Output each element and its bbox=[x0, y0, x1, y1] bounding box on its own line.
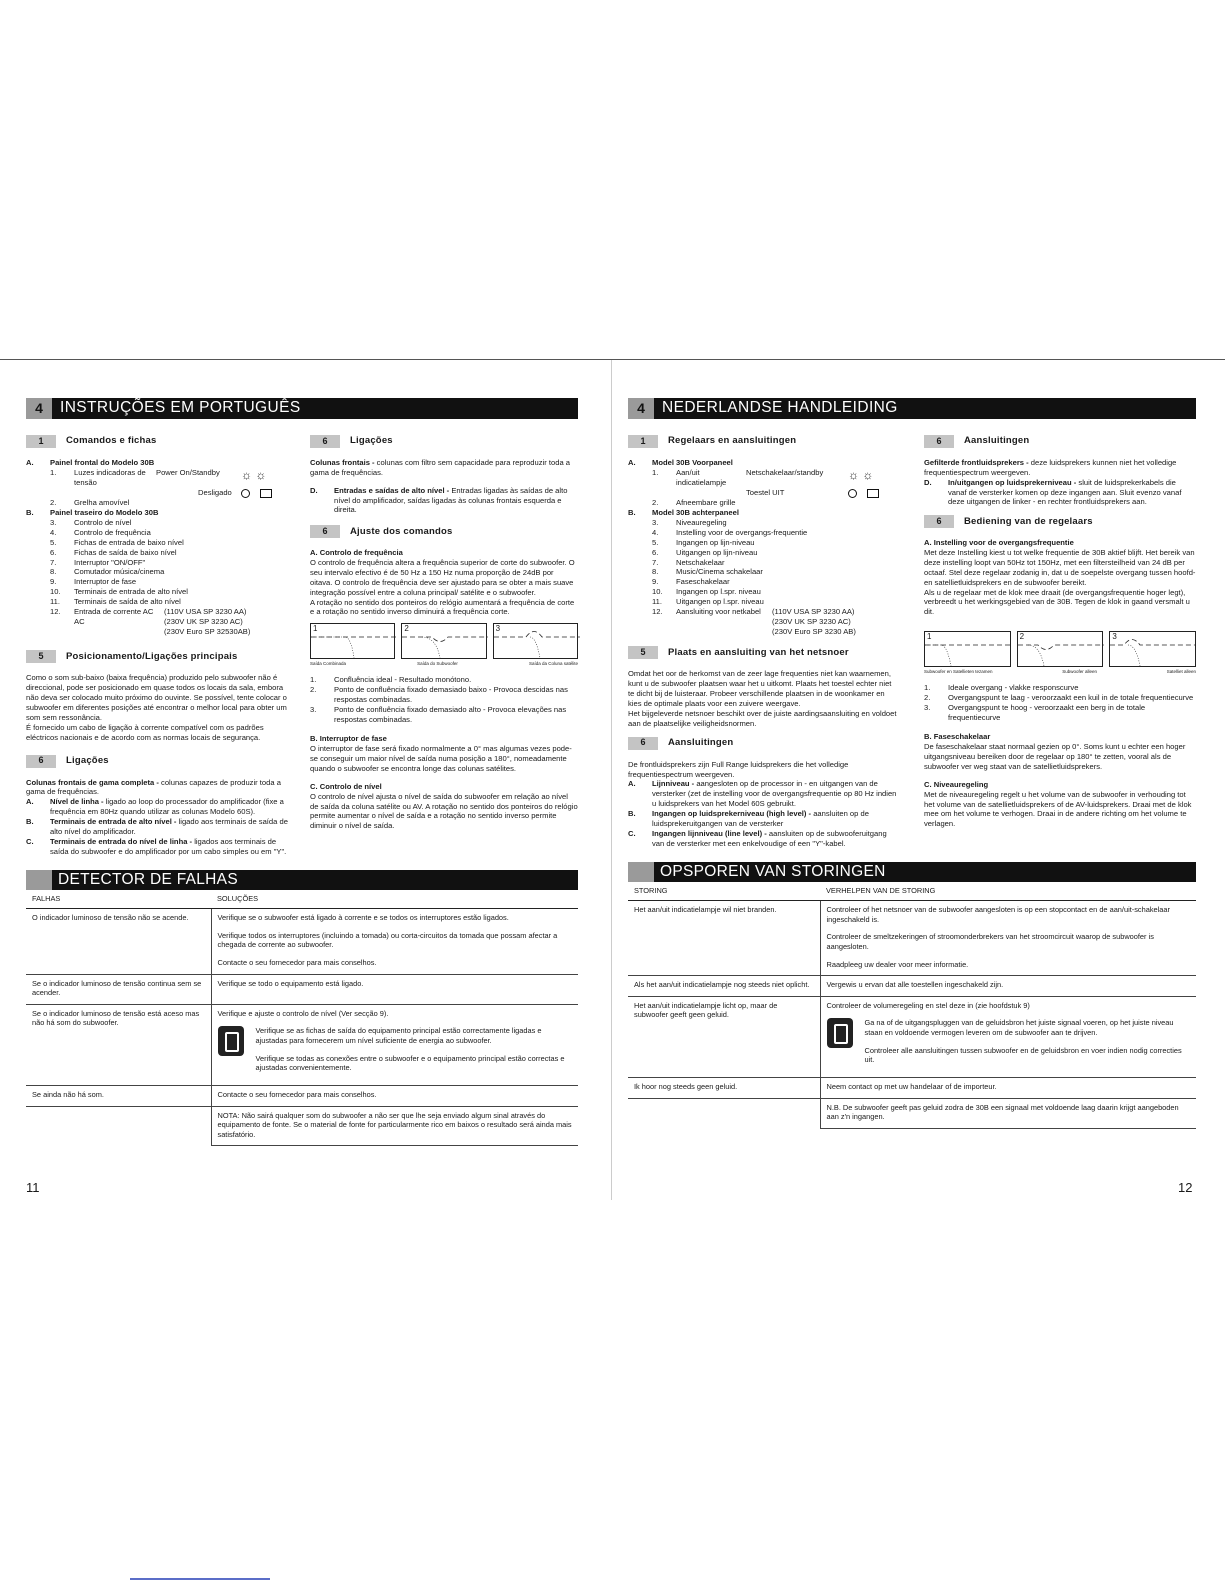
standby-icon: ☼ ☼ bbox=[848, 467, 874, 482]
graph-3: 3 bbox=[1109, 631, 1196, 667]
graph-legend: Saída Combinada Saída do Subwoofer Saída da Coluna satélite bbox=[310, 661, 578, 667]
paragraph: Colunas frontais - colunas com filtro sem capacidade para reproduzir toda a gama de frequências. bbox=[310, 458, 570, 477]
table-row: Het aan/uit indicatielampje licht op, maar de subwoofer geeft geen geluid. Controleer de volumeregeling en stel deze in (zie hoofdstuk 9) Ga na of de uitgangspluggen van de geluidsbron het juiste signaal voeren, op het juiste niveau staan en voldoende vermogen leveren om de subwoofer aan te drijven. Controleer alle aansluitingen tussen subwoofer en de geluidsbron en voer indien nodig correcties uit. bbox=[628, 996, 1196, 1077]
subsection-title: C. Niveauregeling bbox=[924, 779, 989, 789]
chapter-header bbox=[628, 398, 1196, 419]
section-header: 6 Aansluitingen bbox=[628, 737, 898, 750]
hand-note-icon bbox=[218, 1026, 244, 1056]
paragraph: Como o som sub-baixo (baixa frequência) produzido pelo subwoofer não é direccional, pode ser posicionado em quase todos os locais da sala, embora não deva ser colocado muito próximo do ouvinte. Se possível, tente colocar o subwoofer em diferentes posições até encontrar o melhor local para obter um som sem ressonância. bbox=[26, 673, 287, 722]
section-header: 6 Ligações bbox=[310, 435, 578, 448]
paragraph: Met deze Instelling kiest u tot welke frequentie de 30B aktief blijft. Het bereik van deze instelling loopt van 50Hz tot 150Hz, met een filtersteilheid van 24 dB per octaaf. Stel deze regelaar zodanig in, dat u de soepelste overgang tussen hoofd- en satellietluidsprekers en de subwoofer bereikt. bbox=[924, 548, 1196, 587]
paragraph: Als u de regelaar met de klok mee draait (de overgangsfrequentie hoger legt), verbreedt u het werkingsgebied van de 30B. Tegen de klok in gaand versmalt u dit. bbox=[924, 587, 1190, 617]
paragraph: De faseschakelaar staat normaal gezien op 0°. Soms kunt u echter een hoger uitgangsniveau bereiken door de regelaar op 180° te zetten, vooral als de subwoofer ver weg staat van de satellietluidsprekers. bbox=[924, 742, 1186, 772]
table-row: Se ainda não há som. Contacte o seu fornecedor para mais conselhos. bbox=[26, 1085, 578, 1106]
page-number: 11 bbox=[26, 1180, 40, 1195]
crossover-graphs bbox=[924, 631, 1196, 667]
table-row: Se o indicador luminoso de tensão está aceso mas não há som do subwoofer. Verifique e ajuste o controlo de nível (Ver secção 9). Verifique se as fichas de saída do equipamento principal estão correctamente ligadas e ajustadas para fornecerem um nível suficiente de energia ao subwoofer. Verifique se todas as conexões entre o subwoofer e o equipamento principal estão correctas e ajustadas convenientemente. bbox=[26, 1004, 578, 1085]
off-icon bbox=[241, 489, 291, 498]
standby-icon: ☼ ☼ bbox=[241, 467, 267, 482]
graph-2: 2 bbox=[401, 623, 486, 659]
table-row: Als het aan/uit indicatielampje nog steeds niet oplicht. Vergewis u ervan dat alle toestellen ingeschakeld zijn. bbox=[628, 976, 1196, 997]
column-1: 1 Comandos e fichas A. Painel frontal do Modelo 30B 1. Luzes indicadoras de tensão Power On/Standby Desligado ☼ ☼ 2. Grelha amovível B. Painel traseiro do Modelo 30B 3. Controlo de nível 4. Controlo de frequência 5. Fichas de entrada de baixo nível 6. Fichas de saída de baixo nível 7. Interruptor "ON/OFF" 8. Comutador música/cinema 9. Interruptor de fase 10. Terminais de entrada de alto nível 11. Terminais de saída de alto nível 12. Entrada de corrente AC (110V USA SP 3230 AA) AC (230V UK SP 3230 AC) (230V Euro SP 32530AB) 5 Posicionamento/Ligações principais Como o som sub-baixo (baixa frequência) produzido pelo subwoofer não é direccional, pode ser posicionado em quase todos os locais da sala, embora não deva ser colocado muito próximo do ouvinte. Se possível, tente colocar o subwoofer em diferentes posições até encontrar o melhor local para obter um som sem ressonância. É fornecido um cabo de ligação à corrente compatível com os padrões eléctricos nacionais e de acordo com as normas locais de segurança. 6 Ligações Colunas frontais de gama completa - colunas capazes de produzir toda a gama de frequências. A. Nível de linha - ligado ao loop do processador do amplificador (fixe a frequência em 80Hz quando utilizar as colunas Modelo 60S). B. Terminais de entrada de alto nível - ligado aos terminais de saída de alto nível do amplificador. C. Terminais de entrada do nível de linha - ligados aos terminais de saída do subwoofer e do amplificador por um cabo simples ou em "Y". bbox=[26, 433, 291, 856]
paragraph: Met de niveauregeling regelt u het volume van de subwoofer in verhouding tot het volume van de satellietluidsprekers of de AV-luidsprekers. Draai met de klok mee om het volume te verhogen. Draai in de andere richting om het volume te verlagen. bbox=[924, 789, 1192, 829]
chapter-title: NEDERLANDSE HANDLEIDING bbox=[662, 399, 898, 417]
table-row: N.B. De subwoofer geeft pas geluid zodra de 30B een signaal met voldoende laag daarin krijgt aangeboden aan z'n ingangen. bbox=[628, 1098, 1196, 1128]
subsection-title: A. Controlo de frequência bbox=[310, 548, 403, 558]
table-row: Se o indicador luminoso de tensão continua sem se acender. Verifique se todo o equipamento está ligado. bbox=[26, 974, 578, 1004]
subsection-title: B. Interruptor de fase bbox=[310, 734, 387, 744]
paragraph: O controlo de nível ajusta o nível de saída do subwoofer em relação ao nível de saída da coluna satélite ou AV. A rotação no sentido dos ponteiros do relógio permite aumentar o nível de saída e a rotação no sentido inverso permite diminuir o nível de saída. bbox=[310, 791, 578, 831]
table-row: Het aan/uit indicatielampje wil niet branden. Controleer of het netsnoer van de subwoofer aangesloten is op een stopcontact en de aan/uit-schakelaar ingeschakeld is. Controleer de smeltzekeringen of stroomonderbrekers van het stroomcircuit waarop de subwoofer is aangesloten. Raadpleeg uw dealer voor meer informatie. bbox=[628, 901, 1196, 976]
section-header: 6 Aansluitingen bbox=[924, 435, 1196, 448]
column-1: 1 Regelaars en aansluitingen A. Model 30B Voorpaneel 1. Aan/uit indicatielampje Netschakelaar/standby Toestel UIT ☼ ☼ 2. Afneembare grille B. Model 30B achterpaneel 3. Niveauregeling 4. Instelling voor de overgangs-frequentie 5. Ingangen op lijn-niveau 6. Uitgangen op lijn-niveau 7. Netschakelaar 8. Music/Cinema schakelaar 9. Faseschakelaar 10. Ingangen op l.spr. niveau 11. Uitgangen op l.spr. niveau 12. Aansluiting voor netkabel (110V USA SP 3230 AA) (230V UK SP 3230 AC) (230V Euro SP 3230 AB) 5 Plaats en aansluiting van het netsnoer Omdat het oor de herkomst van de zeer lage frequenties niet kan waarnemen, kunt u de subwoofer plaatsen waar het u uitkomt. Plaats het toestel echter niet te dicht bij de luisteraar. Probeer verschillende plaatsen in de woonkamer en kies de optimale plaats voor een zuivere weergave. Het bijgeleverde netsnoer beschikt over de juiste aardingsaansluiting en voldoet aan de plaatselijke veiligheidsnormen. 6 Aansluitingen De frontluidsprekers zijn Full Range luidsprekers die het volledige frequentiespectrum weergeven. A. Lijnniveau - aangesloten op de processor in - en uitgangen van de versterker (zet de instelling voor de overgangsfrequentie op 80 Hz indien u luidsprekers van het Model 60S gebruikt. B. Ingangen op luidsprekerniveau (high level) - aansluiten op de luidsprekeruitgangen van de versterker C. Ingangen lijnniveau (line level) - aansluiten op de subwooferuitgang van de versterker met een enkelvoudige of een "Y"-kabel. bbox=[628, 435, 897, 848]
graph-2: 2 bbox=[1017, 631, 1104, 667]
section-header: 6 Ajuste dos comandos bbox=[310, 525, 578, 538]
center-fold bbox=[611, 360, 612, 1200]
paragraph: Colunas frontais de gama completa - colunas capazes de produzir toda a gama de frequências. bbox=[26, 777, 281, 797]
crossover-graphs bbox=[310, 623, 578, 659]
hand-note-icon bbox=[827, 1018, 853, 1048]
paragraph: O interruptor de fase será fixado normalmente a 0° mas algumas vezes pode-se conseguir um maior nível de saída numa posição a 180°, nomeadamente quando o subwoofer se encontra longe das colunas satélites. bbox=[310, 744, 572, 774]
troubleshooting-header: DETECTOR DE FALHAS bbox=[26, 870, 578, 890]
graph-3: 3 bbox=[493, 623, 578, 659]
subsection-title: C. Controlo de nível bbox=[310, 781, 382, 791]
page-portuguese bbox=[26, 398, 578, 1146]
chapter-number: 4 bbox=[628, 398, 654, 419]
chapter-header bbox=[26, 398, 578, 419]
chapter-title: INSTRUÇÕES EM PORTUGUÊS bbox=[60, 399, 301, 417]
table-row: O indicador luminoso de tensão não se acende. Verifique se o subwoofer está ligado à corrente e se todos os interruptores estão ligados. Verifique todos os interruptores (incluindo a tomada) ou corta-circuitos da tomada que possam afectar a chegada de corrente ao subwoofer. Contacte o seu fornecedor para mais conselhos. bbox=[26, 909, 578, 975]
section-header: 5 Plaats en aansluiting van het netsnoer bbox=[628, 646, 898, 659]
paragraph: Omdat het oor de herkomst van de zeer lage frequenties niet kan waarnemen, kunt u de subwoofer plaatsen waar het u uitkomt. Plaats het toestel echter niet te dicht bij de luisteraar. Probeer verschillende plaatsen in de woonkamer en kies de optimale plaats voor een zuivere weergave. bbox=[628, 669, 892, 709]
table-row: NOTA: Não sairá qualquer som do subwoofer a não ser que lhe seja enviado algum sinal através do equipamento de fonte. Se o material de fonte for particularmente rico em baixos o resultado será ainda mais satisfatório. bbox=[26, 1106, 578, 1146]
controls-list: A. Painel frontal do Modelo 30B 1. Luzes indicadoras de tensão Power On/Standby Desligado ☼ ☼ 2. Grelha amovível B. Painel traseiro do Modelo 30B 3. Controlo de nível 4. Controlo de frequência 5. Fichas de entrada de baixo nível 6. Fichas de saída de baixo nível 7. Interruptor "ON/OFF" 8. Comutador música/cinema 9. Interruptor de fase 10. Terminais de entrada de alto nível 11. Terminais de saída de alto nível 12. Entrada de corrente AC (110V USA SP 3230 AA) AC (230V UK SP 3230 AC) (230V Euro SP 32530AB) bbox=[26, 458, 291, 636]
paragraph: Gefilterde frontluidsprekers - deze luidsprekers kunnen niet het volledige frequentiespectrum weergeven. bbox=[924, 458, 1177, 477]
page-number: 12 bbox=[1178, 1180, 1193, 1195]
bottom-mark bbox=[130, 1578, 270, 1580]
section-header: 1 Regelaars en aansluitingen bbox=[628, 435, 898, 448]
graph-1: 1 bbox=[310, 623, 395, 659]
paragraph: De frontluidsprekers zijn Full Range luidsprekers die het volledige frequentiespectrum weergeven. bbox=[628, 759, 849, 779]
paragraph: Het bijgeleverde netsnoer beschikt over de juiste aardingsaansluiting en voldoet aan de plaatselijke veiligheidsnormen. bbox=[628, 708, 897, 728]
section-header: 1 Comandos e fichas bbox=[26, 435, 291, 448]
column-2: 6 Aansluitingen Gefilterde frontluidsprekers - deze luidsprekers kunnen niet het volledige frequentiespectrum weergeven. D. In/uitgangen op luidsprekerniveau - sluit de luidsprekerkabels die vanaf de versterker komen op deze ingangen aan. Sluit evenzo vanaf deze uitgangen de linker - en rechter frontluidsprekers aan. 6 Bediening van de regelaars A. Instelling voor de overgangsfrequentie Met deze Instelling kiest u tot welke frequentie de 30B aktief blijft. Het bereik van deze instelling loopt van 50Hz tot 150Hz, met een filtersteilheid van 24 dB per octaaf. Stel deze regelaar zodanig in, dat u de soepelste overgang tussen hoofd- en satellietluidsprekers en de subwoofer bereikt. Als u de regelaar met de klok mee draait (de overgangsfrequentie hoger legt), verbreedt u het werkingsgebied van de 30B. Tegen de klok in gaand versmalt u dit. 1 2 3 Subwoofer en Satellieten tezamen Subwoofer alleen Satelliet alleen 1. Ideale overgang - vlakke responscurve 2. Overgangspunt te laag - veroorzaakt een kuil in de totale frequentiecurve 3. Overgangspunt te hoog - veroorzaakt een berg in de totale frequentiecurve B. Faseschakelaar De faseschakelaar staat normaal gezien op 0°. Soms kunt u echter een hoger uitgangsniveau bereiken door de regelaar op 180° te zetten, vooral als de subwoofer ver weg staat van de satellietluidsprekers. C. Niveauregeling Met de niveauregeling regelt u het volume van de subwoofer in verhouding tot het volume van de satellietluidsprekers of de AV-luidsprekers. Draai met de klok mee om het volume te verhogen. Draai in de andere richting om het volume te verlagen. bbox=[924, 435, 1196, 829]
subsection-title: B. Faseschakelaar bbox=[924, 732, 991, 742]
paragraph: É fornecido um cabo de ligação à corrente compatível com os padrões eléctricos nacionais e de acordo com as normas locais de segurança. bbox=[26, 722, 264, 742]
column-2: 6 Ligações Colunas frontais - colunas com filtro sem capacidade para reproduzir toda a gama de frequências. D. Entradas e saídas de alto nível - Entradas ligadas às saídas de alto nível do amplificador, saídas ligadas às colunas frontais esquerda e direita. 6 Ajuste dos comandos A. Controlo de frequência O controlo de frequência altera a frequência superior de corte do subwoofer. O seu intervalo efectivo é de 50 Hz a 150 Hz numa proporção de 24dB por oitava. O controlo de frequência deve ser ajustado para se obter a mais suave integração possível entre a coluna principal/ satélite e o subwoofer. A rotação no sentido dos ponteiros do relógio aumentará a frequência de corte e a rotação no sentido inverso diminuirá a frequência corte. 1 2 3 Saída Combinada Saída do Subwoofer Saída da Coluna satélite 1. Confluência ideal - Resultado monótono. 2. Ponto de confluência fixado demasiado baixo - Provoca descidas nas respostas combinadas. 3. Ponto de confluência fixado demasiado alto - Provoca elevações nas respostas combinadas. B. Interruptor de fase O interruptor de fase será fixado normalmente a 0° mas algumas vezes pode-se conseguir um maior nível de saída numa posição a 180°, nomeadamente quando o subwoofer se encontra longe das colunas satélites. C. Controlo de nível O controlo de nível ajusta o nível de saída do subwoofer em relação ao nível de saída da coluna satélite ou AV. A rotação no sentido dos ponteiros do relógio permite aumentar o nível de saída e a rotação no sentido inverso permite diminuir o nível de saída. bbox=[310, 435, 578, 831]
paragraph: O controlo de frequência altera a frequência superior de corte do subwoofer. O seu intervalo efectivo é de 50 Hz a 150 Hz numa proporção de 24dB por oitava. O controlo de frequência deve ser ajustado para se obter a mais suave integração possível entre a coluna principal/ satélite e o subwoofer. bbox=[310, 558, 575, 597]
section-header: 6 Bediening van de regelaars bbox=[924, 515, 1196, 528]
troubleshooting-table: FALHAS SOLUÇÕES O indicador luminoso de tensão não se acende. Verifique se o subwoofer está ligado à corrente e se todos os interruptores estão ligados. Verifique todos os interruptores (incluindo a tomada) ou corta-circuitos da tomada que possam afectar a chegada de corrente ao subwoofer. Contacte o seu fornecedor para mais conselhos. Se o indicador luminoso de tensão continua sem se acender. Verifique se todo o equipamento está ligado. Se o indicador luminoso de tensão está aceso mas não há som do subwoofer. Verifique e ajuste o controlo de nível (Ver secção 9). Verifique se as fichas de saída do equipamento principal estão correctamente ligadas e ajustadas para fornecerem um nível suficiente de energia ao subwoofer. Verifique se todas as conexões entre o subwoofer e o equipamento principal estão correctas e ajustadas convenientemente. Se ainda não há som. Contacte o seu fornecedor para mais conselhos. NOTA: Não sairá qualquer som do subwoofer a não ser que lhe seja enviado algum sinal através do equipamento de fonte. Se o material de fonte for particularmente rico em baixos o resultado será ainda mais satisfatório. bbox=[26, 890, 578, 1146]
section-header: 6 Ligações bbox=[26, 755, 291, 768]
chapter-number: 4 bbox=[26, 398, 52, 419]
table-row: Ik hoor nog steeds geen geluid. Neem contact op met uw handelaar of de importeur. bbox=[628, 1077, 1196, 1098]
graph-1: 1 bbox=[924, 631, 1011, 667]
page-dutch bbox=[628, 398, 1196, 1129]
section-header: 5 Posicionamento/Ligações principais bbox=[26, 650, 291, 663]
graph-legend: Subwoofer en Satellieten tezamen Subwoofer alleen Satelliet alleen bbox=[924, 669, 1196, 675]
subsection-title: A. Instelling voor de overgangsfrequentie bbox=[924, 538, 1074, 548]
off-icon bbox=[848, 489, 898, 498]
top-rule bbox=[0, 359, 1225, 360]
troubleshooting-header: OPSPOREN VAN STORINGEN bbox=[628, 862, 1196, 882]
troubleshooting-table: STORING VERHELPEN VAN DE STORING Het aan/uit indicatielampje wil niet branden. Controleer of het netsnoer van de subwoofer aangesloten is op een stopcontact en de aan/uit-schakelaar ingeschakeld is. Controleer de smeltzekeringen of stroomonderbrekers van het stroomcircuit waarop de subwoofer is aangesloten. Raadpleeg uw dealer voor meer informatie. Als het aan/uit indicatielampje nog steeds niet oplicht. Vergewis u ervan dat alle toestellen ingeschakeld zijn. Het aan/uit indicatielampje licht op, maar de subwoofer geeft geen geluid. Controleer de volumeregeling en stel deze in (zie hoofdstuk 9) Ga na of de uitgangspluggen van de geluidsbron het juiste signaal voeren, op het juiste niveau staan en voldoende vermogen leveren om de subwoofer aan te drijven. Controleer alle aansluitingen tussen subwoofer en de geluidsbron en voer indien nodig correcties uit. Ik hoor nog steeds geen geluid. Neem contact op met uw handelaar of de importeur. N.B. De subwoofer geeft pas geluid zodra de 30B een signaal met voldoende laag daarin krijgt aangeboden aan z'n ingangen. bbox=[628, 882, 1196, 1128]
paragraph: A rotação no sentido dos ponteiros do relógio aumentará a frequência de corte e a rotação no sentido inverso diminuirá a frequência corte. bbox=[310, 597, 575, 617]
